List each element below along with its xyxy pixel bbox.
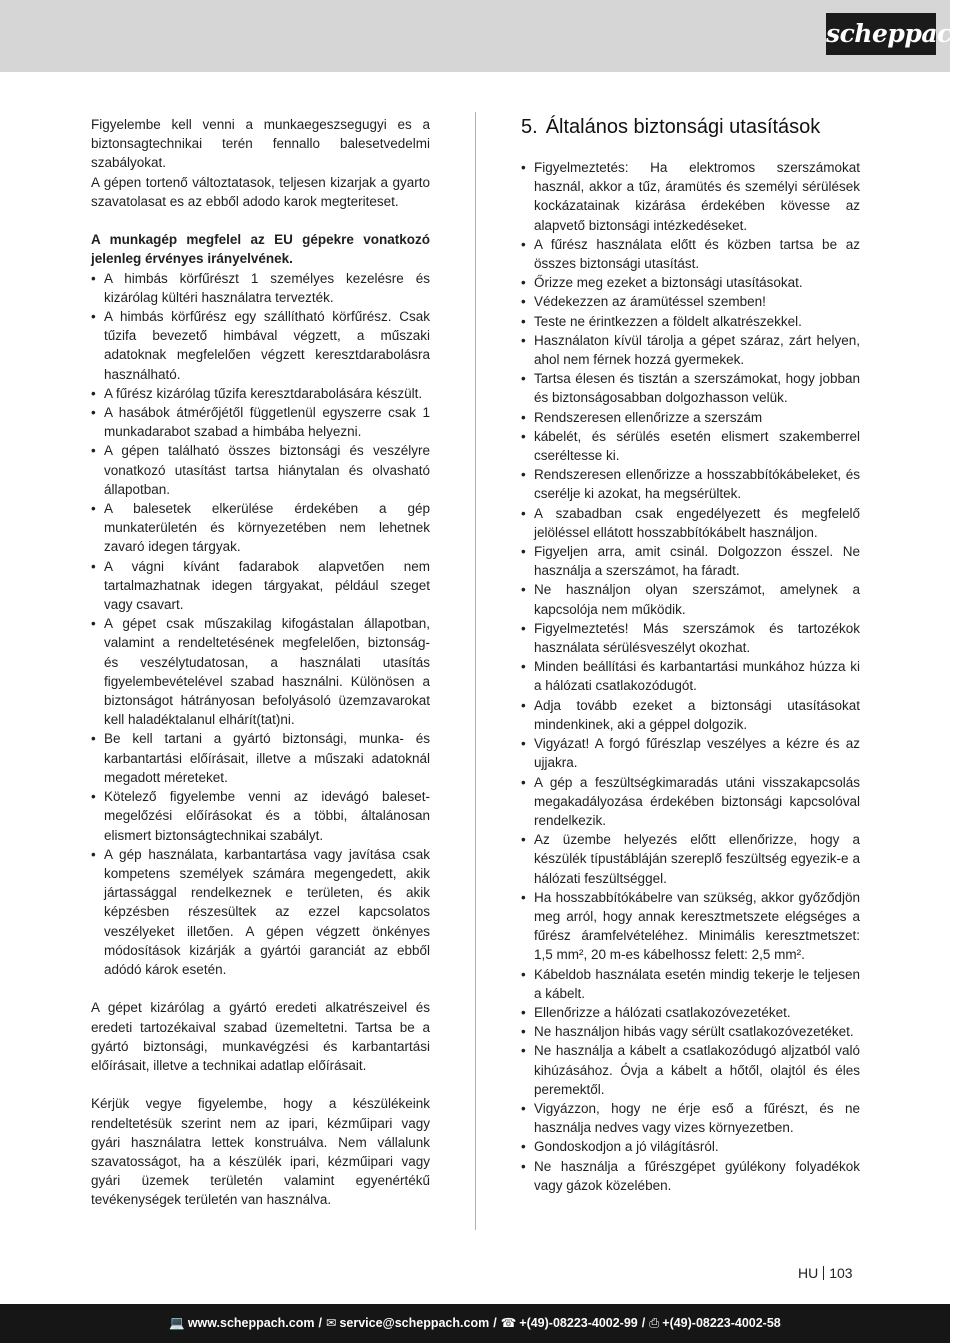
right-column (521, 115, 860, 1214)
bullet-marker: • (521, 1158, 526, 1174)
safety-bullet-item-text: Figyeljen arra, amit csinál. Dolgozzon ésszel. Ne használja a szerszámot, ha fáradt. (534, 544, 860, 579)
safety-bullet-item-text: Figyelmeztetés! Más szerszámok és tartozékok használata sérülésveszélyt okozhat. (534, 620, 860, 656)
intro-paragraph-2: A gépen tortenő változtatasok, teljesen kizarjak a gyarto szavatolasat es az ebből adodo karok megteriteset. (91, 174, 430, 209)
safety-bullet-item-text: Figyelmeztetés: Ha elektromos szerszámokat használ, akkor a tűz, áramütés és személyi sérülések kockázatainak kizárása érdekében kövesse az alapvető biztonsági intézkedéseket. (534, 160, 860, 233)
bullet-marker: • (521, 832, 526, 848)
safety-bullet-item (521, 158, 860, 235)
header-band (0, 0, 950, 72)
eu-conformity-heading: A munkagép megfelel az EU gépekre vonatkozó jelenleg érvényes irányelvének. (91, 232, 430, 267)
left-column (91, 115, 430, 1229)
safety-bullet-item-text: Ne használja a kábelt a csatlakozódugó aljzatból való kihúzásához. Óvja a kábelt a hőtől, olajtól és éles peremektől. (534, 1043, 860, 1097)
left-bullet-item-text: A balesetek elkerülése érdekében a gép munkaterületén és környezetében nem lehetnek zavaró idegen tárgyak. (104, 501, 430, 555)
bullet-marker: • (521, 774, 526, 790)
footer-phone: +(49)-08223-4002-99 (519, 1316, 638, 1330)
safety-bullet-item-text: Rendszeresen ellenőrizze a hosszabbítókábeleket, és cserélje ki azokat, ha megsérültek. (534, 467, 860, 502)
left-bullet-item (91, 403, 430, 441)
bullet-marker: • (521, 1004, 526, 1020)
bullet-marker: • (91, 616, 96, 632)
left-bullet-item (91, 729, 430, 787)
footer-fax: +(49)-08223-4002-58 (662, 1316, 781, 1330)
safety-bullet-item-text: Vigyázzon, hogy ne érje eső a fűrészt, és ne használja nedves vagy vizes környezetben. (534, 1100, 860, 1136)
bullet-marker: • (521, 1024, 526, 1040)
safety-bullet-item (521, 292, 860, 311)
bullet-marker: • (521, 1100, 526, 1116)
bullet-marker: • (521, 966, 526, 982)
safety-bullet-item (521, 542, 860, 580)
safety-bullet-item-text: Teste ne érintkezzen a földelt alkatrészekkel. (534, 313, 802, 329)
safety-bullet-item (521, 331, 860, 369)
bullet-marker: • (521, 659, 526, 675)
safety-bullet-item (521, 830, 860, 888)
safety-bullet-item-text: A fűrész használata előtt és közben tartsa be az összes biztonsági utasítást. (534, 236, 860, 272)
safety-bullet-item-text: Tartsa élesen és tisztán a szerszámokat, hogy jobban és biztonságosabban dolgozhasson velük. (534, 371, 860, 406)
safety-bullet-item (521, 427, 860, 465)
safety-bullet-item-text: Ne használja a fűrészgépet gyúlékony folyadékok vagy gázok közelében. (534, 1158, 860, 1193)
footer-bar: 💻 www.scheppach.com / ✉ service@scheppach.com / ☎ +(49)-08223-4002-99 / ⎙ +(49)-08223-4002-58 (0, 1304, 950, 1343)
safety-bullet-item (521, 696, 860, 734)
safety-bullet-item (521, 1137, 860, 1156)
section-title: Általános biztonsági utasítások (545, 116, 821, 138)
bullet-marker: • (91, 270, 96, 286)
computer-icon: 💻 (169, 1316, 185, 1330)
safety-bullet-item-text: Ne használjon olyan szerszámot, amelynek a kapcsolója nem működik. (534, 582, 860, 617)
safety-bullet-item-text: Őrizze meg ezeket a biztonsági utasításokat. (534, 275, 803, 291)
safety-bullet-item (521, 773, 860, 831)
footer-website[interactable]: www.scheppach.com (187, 1316, 315, 1330)
bullet-marker: • (521, 1139, 526, 1155)
safety-bullet-item-text: Minden beállítási és karbantartási munkához húzza ki a hálózati csatlakozódugót. (534, 659, 860, 694)
bullet-marker: • (521, 697, 526, 713)
page-number-separator (823, 1266, 824, 1280)
bullet-marker: • (521, 236, 526, 252)
bullet-marker: • (91, 443, 96, 459)
safety-bullet-item (521, 1022, 860, 1041)
safety-bullet-item (521, 504, 860, 542)
safety-bullet-item (521, 580, 860, 618)
left-bullet-item (91, 384, 430, 403)
bullet-marker: • (521, 736, 526, 752)
bullet-marker: • (521, 582, 526, 598)
bullet-marker: • (521, 505, 526, 521)
safety-bullet-item (521, 465, 860, 503)
safety-bullet-list (521, 158, 860, 1195)
bullet-marker: • (521, 371, 526, 387)
safety-bullet-item-text: Az üzembe helyezés előtt ellenőrizze, hogy a készülék típustábláján szereplő feszültség egyezik-e a hálózati feszültséggel. (534, 832, 860, 886)
left-bullet-item-text: A gépet csak műszakilag kifogástalan állapotban, valamint a rendeltetésének megfelelően, biztonság- és veszélytudatosan, a használati utasítás figyelembevételével szabad használni. Különösen a biztonságot hátrányosan befolyásoló üzemzavarokat kell haladéktalanul elhárít(tat)ni. (104, 616, 430, 728)
language-code: HU (798, 1265, 819, 1281)
intended-use-paragraph: Kérjük vegye figyelembe, hogy a készülékeink rendeltetésük szerint nem az ipari, kézműipari vagy gyári használatra lettek konstruálva. Nem vállalunk szavatosságot, ha a készülék ipari, kézműipari vagy gyári üzemek területén valamint egyenértékű tevékenységek területén van használva. (91, 1096, 430, 1208)
safety-bullet-item-text: Ne használjon hibás vagy sérült csatlakozóvezetéket. (534, 1024, 854, 1040)
page-number (798, 1265, 853, 1281)
safety-bullet-item (521, 1157, 860, 1195)
safety-bullet-item (521, 965, 860, 1003)
section-number: 5. (521, 116, 538, 138)
safety-bullet-item-text: A szabadban csak engedélyezett és megfelelő jelöléssel ellátott hosszabbítókábelt használjon. (534, 505, 860, 540)
safety-bullet-item (521, 235, 860, 273)
safety-bullet-item-text: Ha hosszabbítókábelre van szükség, akkor győződjön meg arról, hogy annak keresztmetszete elégséges a fűrész áramfelvételéhez. Minimális keresztmetszet: 1,5 mm², 20 m-es kábelhossz felett: 2,5 mm². (534, 889, 860, 963)
left-bullet-item-text: A hasábok átmérőjétől függetlenül egyszerre csak 1 munkadarabot szabad a himbába helyezni. (104, 405, 430, 440)
safety-bullet-item-text: Ellenőrizze a hálózati csatlakozóvezetéket. (534, 1004, 791, 1020)
left-bullet-item-text: A gépen található összes biztonsági és veszélyre vonatkozó utasítást tartsa hiánytalan és olvasható állapotban. (104, 443, 430, 497)
left-bullet-item-text: A himbás körfűrészt 1 személyes kezelésre és kizárólag kültéri használatra tervezték. (104, 270, 430, 305)
bullet-marker: • (91, 846, 96, 862)
left-bullet-item-text: A vágni kívánt fadarabok alapvetően nem tartalmazhatnak idegen tárgyakat, például szeget vagy csavart. (104, 558, 430, 613)
left-bullet-item-text: Be kell tartani a gyártó biztonsági, munka- és karbantartási előírásait, illetve a műszaki adatoknál megadott méreteket. (104, 731, 430, 785)
bullet-marker: • (521, 1043, 526, 1059)
left-bullet-item (91, 307, 430, 384)
left-bullet-item (91, 845, 430, 979)
left-bullet-item-text: A gép használata, karbantartása vagy javítása csak kompetens személyek számára megengedett, akik jártassággal rendelkeznek e területen, és akik képzésben részesültek az ezzel kapcsolatos veszélyeket illetően. A gépen végzett önkényes módosítások kizárják a gyártói garanciát az ebből adódó károk esetén. (104, 846, 430, 977)
safety-bullet-item-text: Rendszeresen ellenőrizze a szerszám (534, 409, 763, 425)
left-bullet-item (91, 499, 430, 557)
left-bullet-item-text: Kötelező figyelembe venni az idevágó baleset-megelőzési előírásokat és a többi, általánosan elismert biztonságtechnikai szabályt. (104, 789, 430, 843)
left-bullet-item-text: A himbás körfűrész egy szállítható körfűrész. Csak tűzifa bevezető himbával végzett, a műszaki adatoknak megfelelően végzett keresztdarabolásra használható. (104, 309, 430, 382)
left-bullet-item (91, 787, 430, 845)
left-bullet-list (91, 269, 430, 980)
safety-bullet-item-text: Vigyázat! A forgó fűrészlap veszélyes a kézre és az ujjakra. (534, 736, 860, 771)
bullet-marker: • (91, 385, 96, 401)
safety-bullet-item (521, 1099, 860, 1137)
bullet-marker: • (521, 294, 526, 310)
bullet-marker: • (521, 428, 526, 444)
safety-bullet-item (521, 408, 860, 427)
bullet-marker: • (521, 620, 526, 636)
bullet-marker: • (521, 332, 526, 348)
safety-bullet-item (521, 1003, 860, 1022)
left-bullet-item (91, 614, 430, 729)
footer-email[interactable]: service@scheppach.com (339, 1316, 490, 1330)
bullet-marker: • (91, 789, 96, 805)
phone-icon: ☎ (500, 1316, 517, 1330)
safety-bullet-item (521, 312, 860, 331)
intro-paragraph-1: Figyelembe kell venni a munkaegeszsegugyi es a biztonsagtechnikai terén fennallo balesetvedelmi szabályokat. (91, 117, 430, 171)
left-bullet-item (91, 269, 430, 307)
safety-bullet-item-text: kábelét, és sérülés esetén elismert szakemberrel cseréltesse ki. (534, 428, 860, 464)
safety-bullet-item (521, 273, 860, 292)
safety-bullet-item-text: Védekezzen az áramütéssel szemben! (534, 294, 766, 310)
original-parts-paragraph: A gépet kizárólag a gyártó eredeti alkatrészeivel és eredeti tartozékaival szabad üzemeltetni. Tartsa be a gyártó biztonsági, munkavégzési és karbantartási előírásait, illetve a technikai adatlap előírásait. (91, 1000, 430, 1073)
bullet-marker: • (521, 409, 526, 425)
bullet-marker: • (521, 467, 526, 483)
bullet-marker: • (91, 558, 96, 574)
safety-bullet-item (521, 369, 860, 407)
scheppach-logo: scheppach (826, 13, 936, 55)
safety-bullet-item (521, 888, 860, 965)
bullet-marker: • (91, 501, 96, 517)
safety-bullet-item-text: Kábeldob használata esetén mindig tekerje le teljesen a kábelt. (534, 966, 860, 1001)
mail-icon: ✉ (325, 1316, 337, 1330)
safety-bullet-item-text: Gondoskodjon a jó világításról. (534, 1139, 719, 1155)
safety-bullet-item (521, 619, 860, 657)
bullet-marker: • (91, 309, 96, 325)
bullet-marker: • (91, 405, 96, 421)
bullet-marker: • (521, 275, 526, 291)
bullet-marker: • (521, 160, 526, 175)
page-number-value: 103 (829, 1265, 853, 1281)
safety-bullet-item-text: Adja tovább ezeket a biztonsági utasításokat mindenkinek, aki a géppel dolgozik. (534, 697, 860, 732)
safety-bullet-item-text: Használaton kívül tárolja a gépet száraz, zárt helyen, ahol nem férnek hozzá gyermekek. (534, 332, 860, 368)
left-bullet-item-text: A fűrész kizárólag tűzifa keresztdarabolására készült. (104, 385, 423, 401)
column-divider (475, 112, 476, 1230)
left-bullet-item (91, 557, 430, 615)
fax-icon: ⎙ (649, 1316, 660, 1330)
left-bullet-item (91, 441, 430, 499)
bullet-marker: • (521, 544, 526, 560)
safety-bullet-item (521, 657, 860, 695)
safety-bullet-item (521, 734, 860, 772)
bullet-marker: • (521, 889, 526, 905)
bullet-marker: • (521, 313, 526, 329)
bullet-marker: • (91, 731, 96, 747)
section-heading (521, 115, 860, 139)
safety-bullet-item-text: A gép a feszültségkimaradás utáni visszakapcsolás megakadályozása érdekében biztonsági kapcsolóval rendelkezik. (534, 774, 860, 828)
safety-bullet-item (521, 1041, 860, 1099)
